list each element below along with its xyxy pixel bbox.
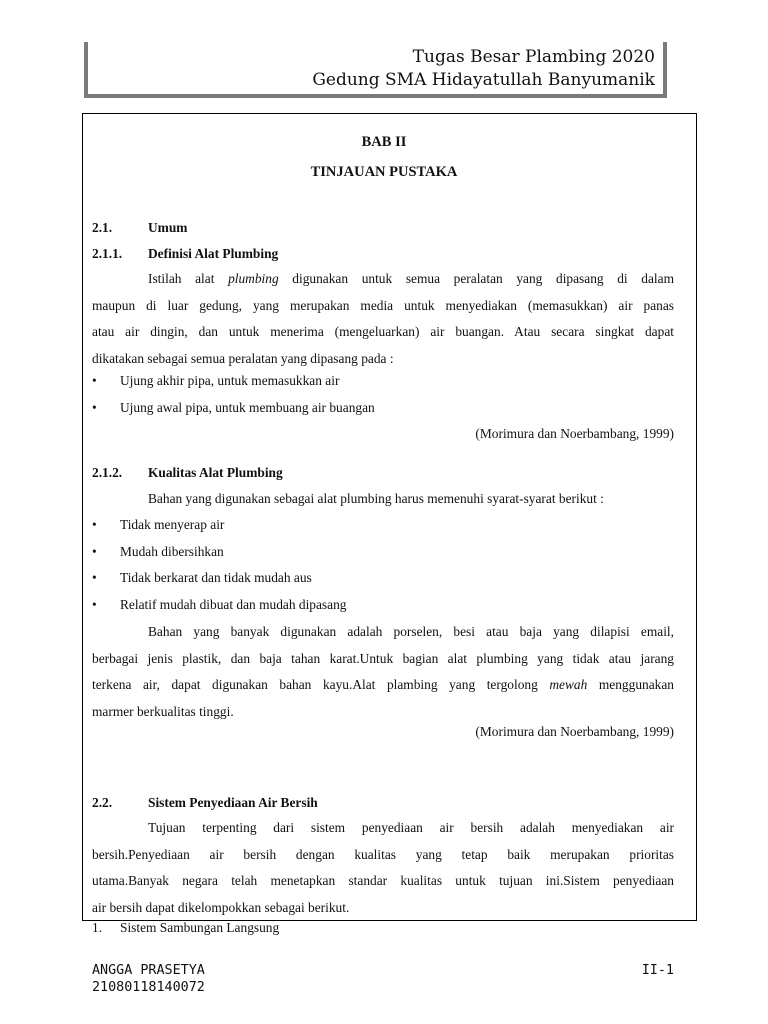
section-number: 2.1. [92, 220, 113, 235]
list-item: • Relatif mudah dibuat dan mudah dipasang [92, 597, 347, 612]
author-id: 21080118140072 [92, 980, 205, 995]
author-name: ANGGA PRASETYA [92, 963, 205, 978]
list-item: • Mudah dibersihkan [92, 544, 224, 559]
chapter-title: TINJAUAN PUSTAKA [310, 164, 458, 180]
paragraph: Bahan yang banyak digunakan adalah porselen, besi atau baja yang dilapisi email, berbagai jenis plastik, dan baja tahan karat.Untuk bagian alat plumbing yang tidak atau jarang terkena air, dapat digunakan bahan kayu.Alat plambing yang tergolong mewah menggunakan marmer berkualitas tinggi. [92, 624, 674, 719]
paragraph: Istilah alat plumbing digunakan untuk semua peralatan yang dipasang di dalam maupun di luar gedung, yang merupakan media untuk menyediakan (memasukkan) air panas atau air dingin, dan untuk menerima (mengeluarkan) air buangan. Atau secara singkat dapat dikatakan sebagai semua peralatan yang dipasang pada : [92, 271, 674, 366]
list-item: • Ujung awal pipa, untuk membuang air buangan [92, 400, 375, 415]
header-frame [84, 42, 667, 98]
list-number: 1. [92, 920, 103, 935]
header-subtitle: Gedung SMA Hidayatullah Banyumanik [312, 70, 655, 90]
list-item: • Tidak menyerap air [92, 517, 225, 532]
citation: (Morimura dan Noerbambang, 1999) [475, 724, 674, 739]
section-title: Sistem Penyediaan Air Bersih [148, 795, 318, 810]
emphasis: plumbing [228, 271, 279, 286]
subsection-number: 2.1.1. [92, 246, 123, 261]
paragraph-intro: Bahan yang digunakan sebagai alat plumbing harus memenuhi syarat-syarat berikut : [148, 491, 604, 506]
chapter-number: BAB II [361, 134, 407, 150]
paragraph: Tujuan terpenting dari sistem penyediaan air bersih adalah menyediakan air bersih.Penyediaan air bersih dengan kualitas yang tetap baik merupakan prioritas utama.Banyak negara telah menetapkan standar kualitas untuk tujuan ini.Sistem penyediaan air bersih dapat dikelompokkan sebagai berikut. [92, 820, 674, 915]
emphasis: mewah [549, 677, 588, 692]
subsection-title: Definisi Alat Plumbing [148, 246, 279, 261]
list-item: • Tidak berkarat dan tidak mudah aus [92, 570, 312, 585]
subsection-title: Kualitas Alat Plumbing [148, 465, 283, 480]
citation: (Morimura dan Noerbambang, 1999) [475, 426, 674, 441]
document-header [312, 46, 655, 92]
header-title: Tugas Besar Plambing 2020 [412, 47, 655, 67]
section-number: 2.2. [92, 795, 113, 810]
page-number: II-1 [641, 963, 674, 978]
section-title: Umum [148, 220, 188, 235]
list-item-text: Sistem Sambungan Langsung [120, 920, 280, 935]
list-item: • Ujung akhir pipa, untuk memasukkan air [92, 373, 340, 388]
subsection-number: 2.1.2. [92, 465, 123, 480]
